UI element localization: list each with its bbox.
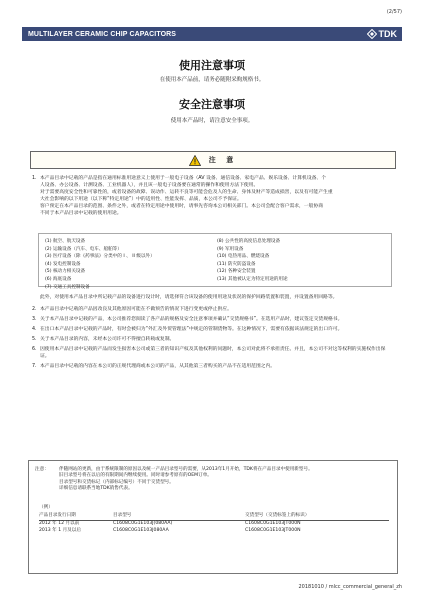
warning-banner — [30, 151, 396, 169]
application-item: (1) 航空、航天设备 — [45, 239, 86, 244]
table-row — [39, 528, 389, 535]
note-text: 在出口本产品目录中记载的产品时，有时会被归为“外汇及外贸管理法”中规定的管制货物等。在这种情况下，需要有依据该法规定的出口许可。 — [40, 327, 343, 332]
note-item-6 — [32, 346, 394, 360]
application-item: (12) 各种安全装置 — [217, 269, 256, 275]
table-header-row — [39, 513, 389, 520]
note-num: 4. — [32, 327, 37, 332]
applications-left-column — [45, 238, 155, 291]
note-item-3 — [32, 316, 394, 323]
notice-line: 伴随网站的更新，由于系统限制的原因以及统一产品目录型号的需要，从2013年1月开始，TDK将在产品目录中使用新型号。 — [59, 467, 313, 472]
warning-label: 注 意 — [208, 156, 238, 164]
notice-body — [59, 467, 389, 493]
table-header: 交货型号（交货标签上的标识） — [245, 513, 389, 520]
table-cell: 2013 年 1 月及以后 — [39, 527, 81, 533]
header-bar — [22, 27, 402, 41]
application-item: (11) 防灾防盗设备 — [217, 261, 256, 267]
application-item: (13) 其他被认定为特定用途的用途 — [217, 276, 288, 282]
table-cell: C1608C0G1E103JT000N — [245, 527, 301, 533]
note-item-1-line: 客户预定在本产品目录的范围、条件之外，或者在特定用途中使用时，请事先咨询本公司相关部门。本公司会配合客户需求，一般协商 — [40, 204, 324, 209]
note-text: 因使用本产品目录中记载的产品而发生损害本公司或第三者的知识产权及其他权利的问题时，本公司对此将不承担责任。并且，本公司不对这等权利的实施权作出保证。 — [40, 347, 386, 359]
note-item-4 — [32, 326, 394, 333]
usage-notice-text: 在使用本产品前，请务必随附采购规格书。 — [159, 77, 265, 83]
note-item-1-line: 大社会影响的以下用途（以下称“特定用途”）中的适用性、性能发挥、品质，本公司不予保证。 — [40, 197, 242, 202]
notice-line: 目录型号和交货标记（内部标记编号）不同于交货型号。 — [59, 479, 174, 485]
tdk-logo-icon — [367, 29, 377, 39]
catalog-example-table — [39, 513, 389, 535]
usage-notice-title: 使用注意事项 — [179, 59, 245, 72]
table-header: 产品目录发行日期 — [39, 513, 113, 520]
safety-notice-text: 使用本产品时，请注意安全事项。 — [170, 118, 254, 124]
catalog-number-notice — [28, 460, 398, 574]
table-cell: 2012 年 12 月以前 — [39, 520, 80, 526]
page-number: (2/57) — [386, 9, 402, 15]
table-cell: C1608C0G1E103J(080AA) — [113, 520, 173, 526]
note-item-1 — [32, 175, 394, 217]
brand-logo — [367, 29, 403, 39]
footer-doc-id: 20181010 / mlcc_commercial_general_zh — [298, 584, 402, 590]
note-item-5 — [32, 336, 394, 343]
header-title: MULTILAYER CERAMIC CHIP CAPACITORS — [28, 30, 177, 38]
note-item-2 — [32, 306, 394, 313]
note-text: 关于本产品目录的内容，未经本公司许可不得擅自转载或复制。 — [40, 337, 175, 342]
application-item: (9) 军用设备 — [217, 246, 244, 252]
table-cell: C1608C0G1E103J080AA — [113, 527, 169, 533]
notice-head: 注意： — [35, 467, 49, 472]
application-item: (2) 运输设备（汽车、电车、船舶等） — [45, 246, 122, 252]
application-item: (3) 医疗设备（除《药事法》分类中的 I 、 II 级以外） — [45, 254, 155, 260]
note-item-1-line: 人设备、办公设备、计测设备、工业机器人），并且该一般电子设备要在通常的操作和使用方法下使用。 — [40, 183, 259, 188]
application-item: (8) 公共性的高度信息处理设备 — [217, 239, 281, 244]
application-item: (5) 核动力相关设备 — [45, 269, 86, 275]
table-row — [39, 520, 389, 527]
note-text: 本产品目录中记载的产品因改良及其他原因可能在不做预告的情况下进行变更或停止供应。 — [40, 307, 232, 312]
safety-notice-title: 安全注意事项 — [179, 98, 245, 111]
note-num: 3. — [32, 317, 37, 322]
note-num: 7. — [32, 364, 37, 369]
application-item: (6) 海底设备 — [45, 276, 72, 282]
after-list-text: 此外，对使用本产品目录中所记载产品的设备进行设计时，请选择符合该设备的使用用途及状况的保护回路装置和装置，并设置备用回路等。 — [40, 295, 338, 300]
note-item-1-line: 对于需要高度安全性和可靠性的，或者设备的故障、误动作、运转不良等可能会危及人的生命、身体及财产等造成损害，以及有可能产生重 — [40, 190, 333, 195]
note-item-1-num: 1. — [32, 176, 37, 181]
applications-right-column — [217, 238, 288, 284]
note-item-7 — [32, 363, 394, 370]
application-item: (4) 发电控制设备 — [45, 261, 81, 267]
note-num: 6. — [32, 347, 37, 352]
application-item: (7) 交通工具控制设备 — [45, 284, 90, 290]
notice-line: 旧目录型号将在以后的有限期间内继续使用。同时请参考原有的OEM订单。 — [59, 473, 212, 479]
example-label: （例） — [39, 505, 53, 510]
brand-text: TDK — [378, 29, 397, 39]
applications-list — [38, 233, 392, 290]
table-header: 目录型号 — [113, 513, 245, 520]
note-num: 2. — [32, 307, 37, 312]
note-text: 本产品目录中记载的内容在本公司的正规代理商或本公司的产品，从其他第三者购买的产品不在适用范围之内。 — [40, 364, 276, 369]
note-item-1-line: 不同于本产品目录中记载的使用用途。 — [40, 211, 122, 216]
application-item: (10) 电热用品、燃烧设备 — [217, 254, 270, 260]
notice-line: 详细信息请联系当地TDK销售代表。 — [59, 486, 133, 492]
table-cell: C1608C0G1E103JT000N — [245, 520, 301, 526]
note-item-1-line: 本产品目录中记载的产品是指在通用标准用途意义上使用于一般电子设备（AV 设备、通信设备、家电产品、娱乐设备、计算机设备、个 — [40, 176, 327, 181]
warning-triangle-icon — [189, 155, 201, 166]
note-num: 5. — [32, 337, 37, 342]
note-text: 关于本产品目录中记载的产品，本公司推荐您阅读了各产品的规格及安全注意事项并确认“交货规格书”。在选用产品时，建议签定交货规格书。 — [40, 317, 343, 322]
numbered-notes — [32, 306, 394, 370]
